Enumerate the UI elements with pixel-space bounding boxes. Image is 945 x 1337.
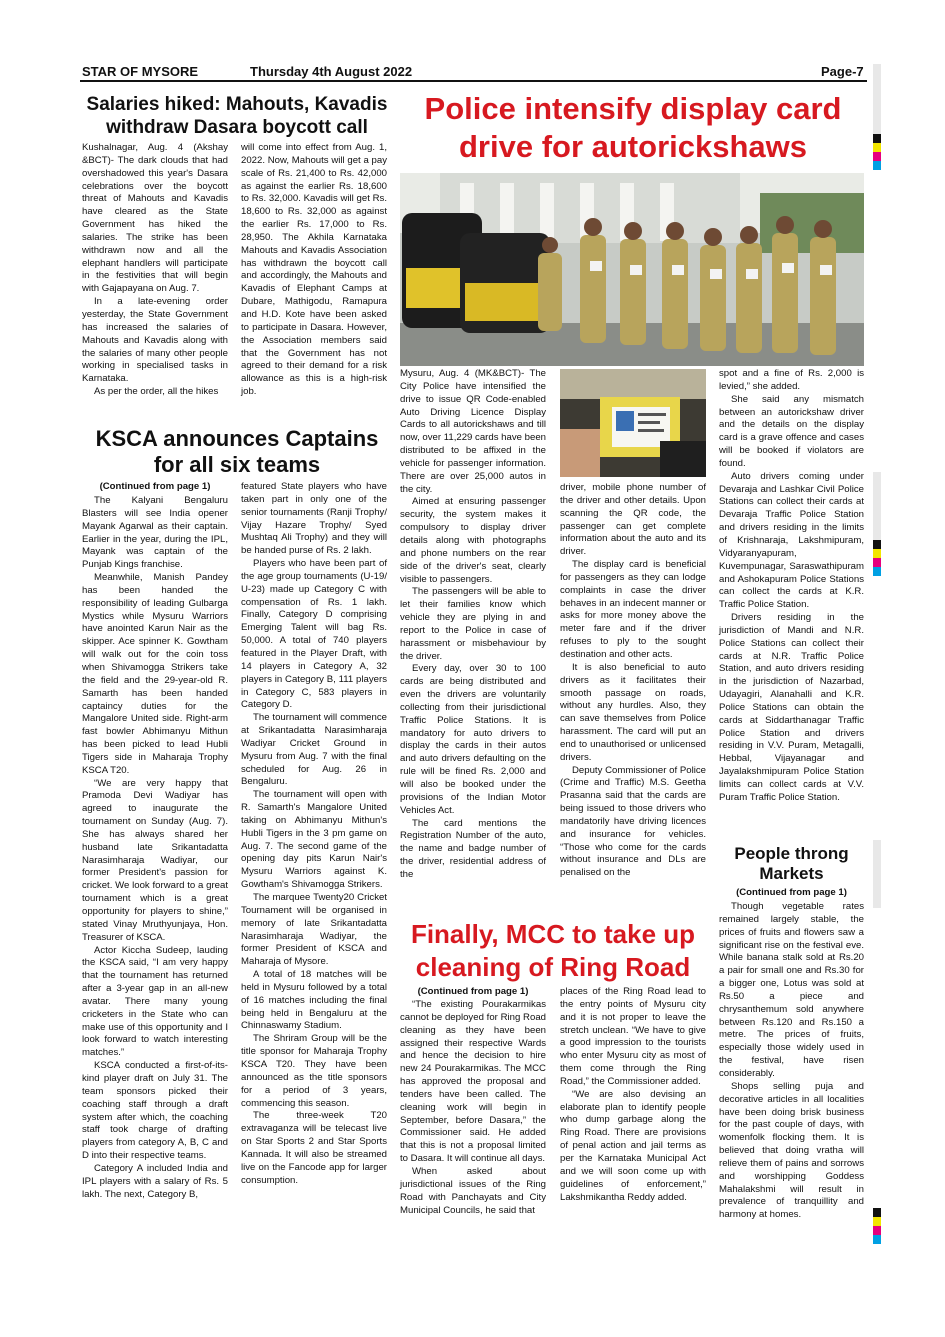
paragraph: The card mentions the Registration Number of the auto, the name and badge number of the driver, residential address of the <box>400 817 546 880</box>
police-column-2 <box>560 482 706 880</box>
paragraph: The Kalyani Bengaluru Blasters will see India opener Mayank Agarwal as their captain. Earlier in the year, during the IPL, Mayank was captain of the Punjab Kings franchise. <box>82 495 228 571</box>
paragraph: Actor Kiccha Sudeep, lauding the KSCA said, “I am very happy that the tournament has returned after a 3-year gap in an all-new avatar. There many young cricketers in the State who can make use of this opportunity and I look forward to watch interesting matches.” <box>82 944 228 1059</box>
mahouts-column-2 <box>241 142 387 399</box>
paragraph: Drivers residing in the jurisdiction of Mandi and N.R. Police Stations can collect their cards at N.R. Traffic Police Station, and auto drivers residing in the jurisdiction of Nazarbad, Udayagiri, Alanahalli and K.R. Police Stations can obtain the cards at Siddarthanagar Traffic Police Station and drivers residing in V.V. Puram, Metagalli, Hebbal, Vijayanagar and Jayalakshmipuram Police Station limits can collect cards at V.V. Puram Traffic Police Station. <box>719 612 864 803</box>
paragraph: will come into effect from Aug. 1, 2022. Now, Mahouts will get a pay scale of Rs. 21,400 to Rs. 42,000 as against the earlier Rs. 18,600 to Rs. 32,000. Kavadis will get Rs. 18,600 to Rs. 32,000 as against the earlier Rs. 17,000 to Rs. 28,950. The Akhila Karnataka Mahouts and Kavadis Association has withdrawn the boycott call and accordingly, the Mahouts and Kavadis of Elephant Camps at Dubare, Mathigodu, Ramapura and H.D. Kote have been asked to participate in Dasara. However, the Association members said that the Government has not agreed to their demand for a risk allowance as this is a high-risk job. <box>241 142 387 398</box>
paragraph: Every day, over 30 to 100 cards are being distributed and even the drivers are voluntarily collecting from their jurisdictional Traffic Police Stations. It is mandatory for auto drivers to display the cards in their autos and auto drivers defaulting on the rule will be fined Rs. 2,000 and will also be booked under the provisions of the Indian Motor Vehicles Act. <box>400 663 546 816</box>
paragraph: KSCA conducted a first-of-its-kind player draft on July 31. The team sponsors picked their coaching staff through a draft system after which, the coaching staff took charge of drafting players from category A, B, C and D into their respective teams. <box>82 1060 228 1162</box>
newspaper-name: STAR OF MYSORE <box>82 64 199 79</box>
headline-mcc: Finally, MCC to take up cleaning of Ring Road <box>410 919 696 982</box>
ksca-column-1 <box>82 495 228 1201</box>
paragraph: When asked about jurisdictional issues of the Ring Road with Panchayats and City Municipal Councils, he said that <box>400 1165 546 1216</box>
paragraph: Players who have been part of the age group tournaments (U-19/ U-23) made up Category C with compensation of Rs. 1 lakh. Finally, Category D comprising Emerging Talent will bag Rs. 50,000. A total of 740 players featured in the Player Draft, with 14 players in Category A, 32 players in Category B, 111 players in Category C, 583 players in Category D. <box>241 558 387 711</box>
paragraph: places of the Ring Road lead to the entry points of Mysuru city and it is not proper to leave the stretch unclean. “We have to give a good impression to the tourists who enter Mysuru city as most of them come through the Ring Road,” the Commissioner added. <box>560 986 706 1087</box>
paragraph: Deputy Commissioner of Police (Crime and Traffic) M.S. Geetha Prasanna said that the cards are being issued to those drivers who mandatorily have driving licences and insurance for vehicles. “Those who come for the cards without insurance and DLs are penalised on the <box>560 764 706 879</box>
paragraph: The passengers will be able to let their families know which vehicle they are plying in and report to the Police in case of harassment or misbehaviour by the driver. <box>400 586 546 662</box>
header-rule <box>80 80 867 82</box>
margin-strip <box>873 472 881 540</box>
paragraph: The marquee Twenty20 Cricket Tournament will be organised in memory of late Srikantadatta Narasimharaja Wadiyar, the former President of KSCA and Maharaja of Mysore. <box>241 892 387 968</box>
paragraph: “We are also devising an elaborate plan to identify people who dump garbage along the Ring Road. There are provisions of penal action and jail terms as per the Karnataka Municipal Act and we will soon come up with guidelines of enforcement,” Lakshmikantha Reddy added. <box>560 1088 706 1203</box>
paragraph: The display card is beneficial for passengers as they can lodge complaints in case the driver behaves in an indecent manner or asks for more money above the meter fare and if the driver refuses to ply to the sought destination and other acts. <box>560 559 706 660</box>
paragraph: Shops selling puja and decorative articles in all localities have been doing brisk business for the past couple of days, with womenfolk flocking them. It is believed that doing vratha will relieve them of pains and sorrows and worshipping Goddess Mahalakshmi will result in prevalence of tranquillity and harmony at homes. <box>719 1080 864 1221</box>
color-registration-mark <box>873 134 881 170</box>
police-column-3 <box>719 368 864 805</box>
paragraph: Though vegetable rates remained largely stable, the prices of fruits and flowers saw a significant rise on the festival eve. While banana stalk sold at Rs.20 a pair for small one and Rs.30 for a bigger one, Lotus was sold at Rs.50 a piece and chrysanthemum sold anywhere between Rs.120 and Rs.150 a metre. The prices of fruits, especially those widely used in the festival, have risen considerably. <box>719 901 864 1079</box>
continued-note: (Continued from page 1) <box>99 481 211 492</box>
margin-strip <box>873 64 881 134</box>
color-registration-mark <box>873 540 881 576</box>
paragraph: In a late-evening order yesterday, the State Government has increased the salaries of Mahouts and Kavadis along with the salaries of many other people working in specialised tasks in Karnataka. <box>82 296 228 385</box>
page-number: Page-7 <box>821 64 864 79</box>
color-registration-mark <box>873 1208 881 1244</box>
headline-police: Police intensify display card drive for autorickshaws <box>424 91 842 164</box>
continued-note: (Continued from page 1) <box>736 887 847 898</box>
police-column-1 <box>400 368 546 882</box>
paragraph: The tournament will open with R. Samarth's Mangalore United taking on Abhimanyu Mithun's Hubli Tigers in the 3 pm game on Aug. 7. The second game of the opening day pits Karun Nair's Mysuru Warriors against K. Gowtham's Shivamogga Strikers. <box>241 789 387 891</box>
headline-ksca: KSCA announces Captains for all six teams <box>95 426 379 478</box>
paragraph: She said any mismatch between an autorickshaw driver and the details on the display card is a grave offence and cases will be booked if violators are found. <box>719 393 864 469</box>
markets-column <box>719 901 864 1222</box>
photo-auto-drivers <box>400 173 864 366</box>
paragraph: As per the order, all the hikes <box>94 386 219 398</box>
headline-markets: People throng Markets <box>734 844 849 884</box>
paragraph: Category A included India and IPL players with a salary of Rs. 5 lakh. The next, Category B, <box>82 1162 228 1200</box>
margin-strip <box>873 840 881 908</box>
paragraph: The Shriram Group will be the title sponsor for Maharaja Trophy KSCA T20. They have been announced as the title sponsors for a period of 3 years, commencing this season. <box>241 1033 387 1109</box>
paragraph: driver, mobile phone number of the driver and other details. Upon scanning the QR code, the passenger can get complete information about the auto and its driver. <box>560 482 706 558</box>
paragraph: “We are very happy that Pramoda Devi Wadiyar has agreed to inaugurate the tournament on Sunday (Aug. 7). She has always shared her husband late Srikantadatta Narasimharaja Wadiyar, our former President's passion for cricket. We look forward to a great tournament which is a great opportunity for players to shine,” stated Vinay Mruthyunjaya, Hon. Treasurer of KSCA. <box>82 777 228 943</box>
mcc-column-1 <box>400 999 546 1217</box>
paragraph: A total of 18 matches will be held in Mysuru followed by a total of 16 matches including the final being held in Bengaluru at the Chinnaswamy Stadium. <box>241 969 387 1032</box>
paragraph: The three-week T20 extravaganza will be telecast live on Star Sports 2 and Star Sports Kannada. It will also be streamed live on the Fancode app for larger consumption. <box>241 1110 387 1186</box>
mahouts-column-1 <box>82 142 228 399</box>
paragraph: It is also beneficial to auto drivers as it facilitates their smooth passage on roads, without any hurdles. Also, they can save themselves from Police harassment. The card will put an end to unauthorised or unlicensed drivers. <box>560 661 706 763</box>
paragraph: “The existing Pourakarmikas cannot be deployed for Ring Road cleaning as they have been assigned their respective Wards and hence the decision to hire new 24 Pourakarmikas. The MCC has approved the proposal and tenders have been called. The cleaning work will begin in September, before Dasara,” the Commissioner said. He added that this is not a proposal limited to Dasara. It will continue all days. <box>400 999 546 1165</box>
paragraph: Mysuru, Aug. 4 (MK&BCT)- The City Police have intensified the drive to issue QR Code-enabled Auto Driving Licence Display Cards to all autorickshaws and till now, over 11,229 cards have been distributed to be affixed in the vehicle for passenger information. There are over 25,000 autos in the city. <box>400 368 546 495</box>
paragraph: Meanwhile, Manish Pandey has been handed the responsibility of leading Gulbarga Mystics while Mysuru Warriors have anointed Karun Nair as the skipper. Ace spinner K. Gowtham will walk out for the coin toss when Shivamogga Strikers take the field and the 29-year-old R. Samarth has been handed captaincy duties for the Mangalore United side. Right-arm fast bowler Abhimanyu Mithun has been picked to lead Hubli Tigers side in Maharaja Trophy KSCA T20. <box>82 572 228 776</box>
continued-note: (Continued from page 1) <box>417 986 529 997</box>
ksca-column-2 <box>241 481 387 1187</box>
paragraph: spot and a fine of Rs. 2,000 is levied,” she added. <box>719 368 864 392</box>
issue-date: Thursday 4th August 2022 <box>250 64 413 79</box>
paragraph: Auto drivers coming under Devaraja and Lashkar Civil Police Stations can collect their cards at Devaraja Traffic Police Station and drivers residing in the limits of Krishnaraja, Lakshmipuram, Vidyaranyapuram, Kuvempunagar, Saraswathipuram and Ashokapuram Police Stations can collect the cards at K.R. Traffic Police Station. <box>719 470 864 611</box>
paragraph: Aimed at ensuring passenger security, the system makes it compulsory to display driver details along with photographs and phone numbers on the rear side of the driver's seat, clearly visible to passengers. <box>400 496 546 585</box>
paragraph: Kushalnagar, Aug. 4 (Akshay &BCT)- The dark clouds that had overshadowed this year's Dasara celebrations over the boycott threat of Mahouts and Kavadis have cleared as the State Government has hiked the salaries. The strike has been withdrawn now and all the elephant handlers will participate in the festivities that will begin with Gajapayana on Aug. 7. <box>82 142 228 295</box>
paragraph: featured State players who have taken part in only one of the senior tournaments (Ranji Trophy/ Vijay Hazare Trophy/ Syed Mushtaq Ali Trophy) and they will be handed purse of Rs. 2 lakh. <box>241 481 387 557</box>
photo-display-card <box>560 369 706 477</box>
paragraph: The tournament will commence at Srikantadatta Narasimharaja Wadiyar Cricket Ground in Mysuru from Aug. 7 with the final scheduled for Aug. 26 in Bengaluru. <box>241 712 387 788</box>
mcc-column-2 <box>560 986 706 1204</box>
headline-mahouts: Salaries hiked: Mahouts, Kavadis withdraw Dasara boycott call <box>86 94 388 138</box>
